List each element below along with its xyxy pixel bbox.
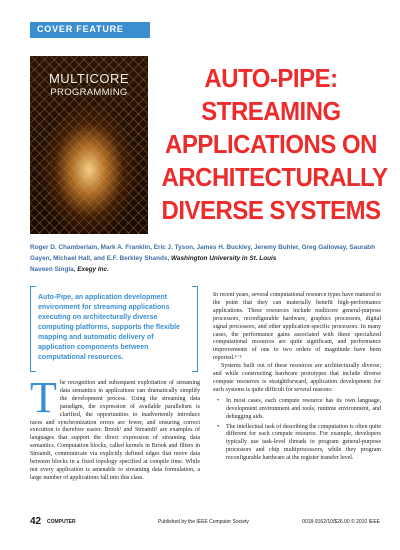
- body-column-right: [213, 292, 381, 465]
- pull-quote-bracket-right: [192, 286, 198, 372]
- author-institution-2: Exegy Inc.: [77, 266, 109, 273]
- list-item-text: In most cases, each compute resource has its own language, development environment and tools, runtime environment, and debugging aids.: [226, 397, 381, 420]
- article-title: [152, 62, 390, 227]
- bullet-icon: •: [217, 423, 220, 430]
- author-byline: [30, 242, 375, 275]
- pull-quote-text: Auto-Pipe, an application development environment for streaming applications executing on architecturally diverse computing platforms, supports the flexible mapping and automatic delivery of application components between computational resources.: [38, 294, 180, 361]
- section-label: COVER FEATURE: [37, 24, 124, 34]
- author-names: Roger D. Chamberlain, Mark A. Franklin, Eric J. Tyson, James H. Buckley, Jeremy Buhler, Greg Galloway, Saurabh Gayen, Michael Hall, and E.F. Berkley Shands,: [30, 244, 375, 262]
- issn-line: 0018-9162/10/$26.00 © 2010 IEEE: [302, 519, 380, 525]
- bullet-icon: •: [217, 397, 220, 404]
- title-line: ARCHITECTURALLY: [161, 162, 388, 192]
- body-paragraph: In recent years, several computational resource types have matured to the point that they can materially benefit high-performance applications. These resources include multicore general-purpose processors, reconfigurable hardware, graphics processors, digital signal processors, and other application-specific processors. In many cases, the performance gains associated with these specialized computational resources are quite significant, and performance improvements of one to two orders of magnitude have been reported.³⁻⁵: [213, 292, 381, 362]
- paragraph-text: he recognition and subsequent exploitation of streaming data semantics in applications can dramatically simplify the development process. Using the streaming data paradigm, the expression of available parallelism is clarified, the opportunities to inadvertently introduce races and synchronization errors are fewer, and ensuring correct execution is therefore easier. Brook¹ and StreamIt² are examples of languages that support the direct expression of streaming data semantics. Computation blocks, called kernels in Brook and filters in StreamIt, communicate via explicitly defined edges that move data between blocks in a fixed topology specified at compile time. While not every application is amenable to streaming data formulation, a large number of applications fall into this class.: [30, 380, 200, 481]
- publisher-line: Published by the IEEE Computer Society: [158, 519, 249, 525]
- drop-cap: T: [30, 373, 57, 422]
- author-institution: Washington University in St. Louis: [171, 255, 277, 262]
- art-title-line2: PROGRAMMING: [50, 87, 128, 98]
- magazine-name: COMPUTER: [47, 519, 76, 525]
- author-names-2: Naveen Singla,: [30, 266, 76, 273]
- body-column-left: [30, 373, 200, 483]
- cover-art-image: [30, 56, 148, 234]
- section-banner: [30, 22, 150, 38]
- title-line: APPLICATIONS ON: [165, 129, 377, 159]
- page-footer: [30, 516, 380, 528]
- title-line: DIVERSE SYSTEMS: [161, 195, 381, 225]
- pull-quote: [30, 286, 198, 372]
- list-item-text: The intellectual task of describing the computation is often quite different for each compute resource. For example, developers typically use task-level threads to program general-purpose processors and chip multiprocessors, while they program reconfigurable hardware at the register transfer level.: [226, 423, 381, 462]
- title-line: STREAMING: [201, 96, 341, 126]
- title-line: AUTO-PIPE:: [204, 63, 338, 93]
- list-item: [217, 424, 381, 464]
- pull-quote-bracket-left: [30, 286, 36, 372]
- body-paragraph: [30, 373, 200, 483]
- art-title-line1: MULTICORE: [48, 71, 130, 86]
- bullet-list: [213, 398, 381, 463]
- page-number: 42: [30, 516, 42, 527]
- body-paragraph: Systems built out of these resources are architecturally diverse; and while constructing hardware prototypes that include diverse compute resources is straightforward, application development for such systems is quite difficult for several reasons:: [213, 363, 381, 393]
- list-item: [217, 398, 381, 422]
